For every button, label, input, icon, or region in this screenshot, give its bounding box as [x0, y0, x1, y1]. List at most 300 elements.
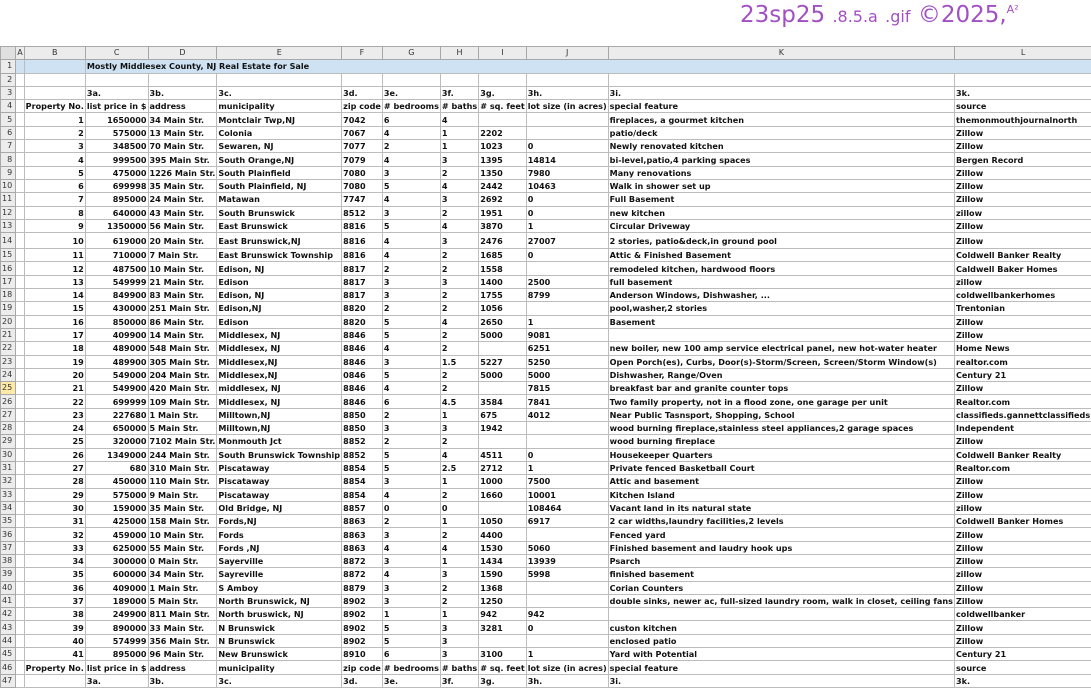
- data-cell[interactable]: Matawan: [217, 193, 342, 206]
- feature-cell[interactable]: wood burning fireplace,stainless steel appliances,2 garage spaces: [608, 422, 954, 435]
- cell-a[interactable]: [16, 528, 24, 541]
- data-cell[interactable]: 3: [382, 528, 440, 541]
- row-header-10[interactable]: 10: [1, 179, 16, 192]
- feature-cell[interactable]: Circular Driveway: [608, 219, 954, 232]
- row-header-38[interactable]: 38: [1, 554, 16, 567]
- data-cell[interactable]: South Orange,NJ: [217, 153, 342, 166]
- data-cell[interactable]: [526, 113, 608, 126]
- property-no-cell[interactable]: 36: [24, 581, 85, 594]
- data-cell[interactable]: 1: [382, 608, 440, 621]
- row-header-27[interactable]: 27: [1, 408, 16, 421]
- row-header-9[interactable]: 9: [1, 166, 16, 179]
- data-cell[interactable]: 548 Main Str.: [148, 342, 217, 355]
- data-cell[interactable]: 1000: [479, 475, 526, 488]
- data-cell[interactable]: classifieds.gannettclassifieds: [955, 409, 1091, 420]
- data-cell[interactable]: 86 Main Str.: [148, 315, 217, 328]
- data-cell[interactable]: 2692: [479, 193, 526, 206]
- data-cell[interactable]: 409900: [85, 328, 148, 341]
- cell-a[interactable]: [16, 342, 24, 355]
- data-cell[interactable]: 3: [382, 206, 440, 219]
- cell[interactable]: [440, 73, 478, 86]
- header-cell[interactable]: list price in $: [86, 101, 147, 112]
- data-cell[interactable]: North Brunswick, NJ: [217, 594, 342, 607]
- column-header-j[interactable]: J: [526, 47, 608, 60]
- data-cell[interactable]: [479, 634, 526, 647]
- column-header-e[interactable]: E: [217, 47, 342, 60]
- data-cell[interactable]: 8879: [342, 581, 383, 594]
- cell-a[interactable]: [16, 233, 24, 249]
- data-cell[interactable]: Colonia: [217, 126, 342, 139]
- feature-cell[interactable]: Newly renovated kitchen: [608, 140, 954, 153]
- data-cell[interactable]: 4012: [526, 408, 608, 421]
- cell-a[interactable]: [16, 368, 24, 381]
- cell[interactable]: [217, 73, 342, 86]
- row-header-13[interactable]: 13: [1, 219, 16, 232]
- data-cell[interactable]: 0: [526, 206, 608, 219]
- code-cell[interactable]: 3a.: [85, 674, 148, 687]
- data-cell[interactable]: 2500: [526, 275, 608, 288]
- cell-a[interactable]: [16, 193, 24, 206]
- header-cell[interactable]: zip code: [343, 662, 381, 673]
- data-cell[interactable]: Coldwell Banker Realty: [954, 249, 1091, 262]
- data-cell[interactable]: 320000: [85, 435, 148, 448]
- data-cell[interactable]: South Plainfield, NJ: [217, 179, 342, 192]
- property-no-cell[interactable]: 38: [24, 608, 85, 621]
- data-cell[interactable]: 425000: [85, 515, 148, 528]
- data-cell[interactable]: 4: [382, 382, 440, 395]
- data-cell[interactable]: Zillow: [954, 193, 1091, 206]
- property-no-cell[interactable]: 8: [24, 206, 85, 219]
- property-no-cell[interactable]: 37: [24, 594, 85, 607]
- column-header-c[interactable]: C: [85, 47, 148, 60]
- cell-a[interactable]: [16, 488, 24, 501]
- cell[interactable]: [479, 73, 526, 86]
- data-cell[interactable]: 8854: [342, 488, 383, 501]
- data-cell[interactable]: 35 Main Str.: [148, 179, 217, 192]
- cell[interactable]: [342, 73, 383, 86]
- feature-cell[interactable]: breakfast bar and granite counter tops: [608, 382, 954, 395]
- column-header-a[interactable]: A: [16, 47, 24, 60]
- row-header-18[interactable]: 18: [1, 289, 16, 302]
- data-cell[interactable]: 8872: [342, 568, 383, 581]
- data-cell[interactable]: Middlesex, NJ: [217, 395, 342, 408]
- row-header-35[interactable]: 35: [1, 515, 16, 528]
- data-cell[interactable]: 2: [440, 488, 478, 501]
- data-cell[interactable]: 83 Main Str.: [148, 289, 217, 302]
- cell[interactable]: [16, 73, 24, 86]
- data-cell[interactable]: 1056: [479, 302, 526, 315]
- data-cell[interactable]: 475000: [85, 166, 148, 179]
- data-cell[interactable]: 489900: [85, 355, 148, 368]
- row-header-20[interactable]: 20: [1, 315, 16, 328]
- property-no-cell[interactable]: 12: [24, 262, 85, 275]
- data-cell[interactable]: 3: [382, 422, 440, 435]
- data-cell[interactable]: 0: [440, 501, 478, 514]
- property-no-cell[interactable]: 34: [24, 554, 85, 567]
- property-no-cell[interactable]: 26: [24, 448, 85, 461]
- data-cell[interactable]: 5: [382, 179, 440, 192]
- property-no-cell[interactable]: 21: [24, 382, 85, 395]
- data-cell[interactable]: 4: [382, 193, 440, 206]
- property-no-cell[interactable]: 11: [24, 249, 85, 262]
- code-cell[interactable]: 3g.: [479, 674, 526, 687]
- data-cell[interactable]: 1942: [479, 422, 526, 435]
- feature-cell[interactable]: Basement: [608, 315, 954, 328]
- cell-a[interactable]: [16, 113, 24, 126]
- data-cell[interactable]: North bruswick, NJ: [217, 608, 342, 621]
- data-cell[interactable]: 0: [526, 621, 608, 634]
- data-cell[interactable]: 8799: [526, 289, 608, 302]
- data-cell[interactable]: Edison, NJ: [217, 262, 342, 275]
- data-cell[interactable]: 5000: [479, 328, 526, 341]
- cell-a[interactable]: [16, 382, 24, 395]
- data-cell[interactable]: 4.5: [440, 395, 478, 408]
- feature-cell[interactable]: Psarch: [608, 554, 954, 567]
- data-cell[interactable]: New Brunswick: [217, 648, 342, 661]
- header-cell[interactable]: Property No.: [25, 662, 84, 673]
- data-cell[interactable]: 2: [440, 594, 478, 607]
- property-no-cell[interactable]: 13: [24, 275, 85, 288]
- data-cell[interactable]: 640000: [85, 206, 148, 219]
- data-cell[interactable]: 6251: [526, 342, 608, 355]
- data-cell[interactable]: 8872: [342, 554, 383, 567]
- data-cell[interactable]: 34 Main Str.: [148, 568, 217, 581]
- data-cell[interactable]: 1: [440, 608, 478, 621]
- data-cell[interactable]: [526, 302, 608, 315]
- data-cell[interactable]: 5: [382, 368, 440, 381]
- data-cell[interactable]: 2650: [479, 315, 526, 328]
- data-cell[interactable]: 487500: [85, 262, 148, 275]
- data-cell[interactable]: 2: [440, 262, 478, 275]
- data-cell[interactable]: 8816: [342, 249, 383, 262]
- data-cell[interactable]: 158 Main Str.: [148, 515, 217, 528]
- data-cell[interactable]: [526, 126, 608, 139]
- data-cell[interactable]: Middlesex, NJ: [217, 342, 342, 355]
- data-cell[interactable]: Realtor.com: [954, 395, 1091, 408]
- code-cell[interactable]: 3f.: [440, 86, 478, 99]
- data-cell[interactable]: 110 Main Str.: [148, 475, 217, 488]
- data-cell[interactable]: zillow: [954, 568, 1091, 581]
- cell-a[interactable]: [16, 395, 24, 408]
- feature-cell[interactable]: Open Porch(es), Curbs, Door(s)-Storm/Screen, Screen/Storm Window(s): [608, 355, 954, 368]
- data-cell[interactable]: Piscataway: [217, 475, 342, 488]
- cell-a[interactable]: [16, 100, 24, 113]
- property-no-cell[interactable]: 9: [24, 219, 85, 232]
- header-cell[interactable]: source: [954, 661, 1091, 674]
- cell[interactable]: [382, 73, 440, 86]
- data-cell[interactable]: 8857: [342, 501, 383, 514]
- data-cell[interactable]: 8846: [342, 355, 383, 368]
- code-cell[interactable]: 3k.: [954, 674, 1091, 687]
- data-cell[interactable]: 24 Main Str.: [148, 193, 217, 206]
- row-header-37[interactable]: 37: [1, 541, 16, 554]
- header-cell[interactable]: # baths: [441, 101, 478, 112]
- data-cell[interactable]: 1558: [479, 262, 526, 275]
- data-cell[interactable]: 5: [382, 219, 440, 232]
- row-header-6[interactable]: 6: [1, 126, 16, 139]
- data-cell[interactable]: Bergen Record: [954, 153, 1091, 166]
- data-cell[interactable]: 3281: [479, 621, 526, 634]
- data-cell[interactable]: 14 Main Str.: [148, 328, 217, 341]
- property-no-cell[interactable]: 14: [24, 289, 85, 302]
- data-cell[interactable]: Zillow: [954, 541, 1091, 554]
- data-cell[interactable]: 8863: [342, 528, 383, 541]
- data-cell[interactable]: 1530: [479, 541, 526, 554]
- data-cell[interactable]: 3: [440, 233, 478, 249]
- data-cell[interactable]: 8850: [342, 408, 383, 421]
- property-no-cell[interactable]: 6: [24, 179, 85, 192]
- code-cell[interactable]: 3h.: [526, 86, 608, 99]
- data-cell[interactable]: zillow: [954, 206, 1091, 219]
- data-cell[interactable]: 8854: [342, 461, 383, 474]
- property-no-cell[interactable]: 32: [24, 528, 85, 541]
- data-cell[interactable]: 942: [479, 608, 526, 621]
- cell-a[interactable]: [16, 86, 24, 99]
- data-cell[interactable]: East Brunswick,NJ: [217, 233, 342, 249]
- data-cell[interactable]: Coldwell Banker Homes: [954, 515, 1091, 528]
- data-cell[interactable]: 395 Main Str.: [148, 153, 217, 166]
- data-cell[interactable]: 625000: [85, 541, 148, 554]
- feature-cell[interactable]: patio/deck: [608, 126, 954, 139]
- data-cell[interactable]: 249900: [85, 608, 148, 621]
- data-cell[interactable]: Edison: [217, 275, 342, 288]
- data-cell[interactable]: 1: [440, 126, 478, 139]
- data-cell[interactable]: 35 Main Str.: [148, 501, 217, 514]
- data-cell[interactable]: 4: [382, 126, 440, 139]
- property-no-cell[interactable]: 40: [24, 634, 85, 647]
- data-cell[interactable]: 549000: [85, 368, 148, 381]
- data-cell[interactable]: 13 Main Str.: [148, 126, 217, 139]
- feature-cell[interactable]: full basement: [608, 275, 954, 288]
- sheet-title[interactable]: Mostly Middlesex County, NJ Real Estate for Sale: [85, 60, 1091, 73]
- row-header-12[interactable]: 12: [1, 206, 16, 219]
- row-header-24[interactable]: 24: [1, 368, 16, 381]
- data-cell[interactable]: 5998: [526, 568, 608, 581]
- data-cell[interactable]: Zillow: [954, 126, 1091, 139]
- data-cell[interactable]: [526, 262, 608, 275]
- data-cell[interactable]: 895000: [85, 648, 148, 661]
- data-cell[interactable]: 942: [526, 608, 608, 621]
- data-cell[interactable]: 6: [382, 395, 440, 408]
- spreadsheet[interactable]: [0, 46, 1091, 690]
- header-cell[interactable]: lot size (in acres): [527, 101, 607, 112]
- row-header-36[interactable]: 36: [1, 528, 16, 541]
- data-cell[interactable]: 108464: [526, 501, 608, 514]
- row-header-16[interactable]: 16: [1, 262, 16, 275]
- column-header-d[interactable]: D: [148, 47, 217, 60]
- data-cell[interactable]: 8863: [342, 541, 383, 554]
- data-cell[interactable]: 450000: [85, 475, 148, 488]
- data-cell[interactable]: 8852: [342, 435, 383, 448]
- header-cell[interactable]: list price in $: [86, 662, 147, 673]
- data-cell[interactable]: 10 Main Str.: [148, 528, 217, 541]
- data-cell[interactable]: Zillow: [954, 315, 1091, 328]
- code-cell[interactable]: 3e.: [382, 674, 440, 687]
- data-cell[interactable]: 5: [382, 328, 440, 341]
- data-cell[interactable]: 305 Main Str.: [148, 355, 217, 368]
- row-header-39[interactable]: 39: [1, 568, 16, 581]
- data-cell[interactable]: 2: [382, 262, 440, 275]
- code-cell[interactable]: 3k.: [954, 86, 1091, 99]
- row-header-44[interactable]: 44: [1, 634, 16, 647]
- property-no-cell[interactable]: 7: [24, 193, 85, 206]
- data-cell[interactable]: 4: [382, 568, 440, 581]
- data-cell[interactable]: 2202: [479, 126, 526, 139]
- cell-a[interactable]: [16, 634, 24, 647]
- feature-cell[interactable]: pool,washer,2 stories: [608, 302, 954, 315]
- code-cell[interactable]: 3c.: [217, 86, 342, 99]
- cell[interactable]: [954, 73, 1091, 86]
- data-cell[interactable]: middlesex, NJ: [217, 382, 342, 395]
- data-cell[interactable]: 459000: [85, 528, 148, 541]
- data-cell[interactable]: Zillow: [954, 219, 1091, 232]
- data-cell[interactable]: 8902: [342, 634, 383, 647]
- data-cell[interactable]: 8910: [342, 648, 383, 661]
- feature-cell[interactable]: Full Basement: [608, 193, 954, 206]
- data-cell[interactable]: 8846: [342, 342, 383, 355]
- data-cell[interactable]: 7 Main Str.: [148, 249, 217, 262]
- data-cell[interactable]: 1 Main Str.: [148, 408, 217, 421]
- data-cell[interactable]: 55 Main Str.: [148, 541, 217, 554]
- data-cell[interactable]: East Brunswick: [217, 219, 342, 232]
- row-header-40[interactable]: 40: [1, 581, 16, 594]
- row-header-7[interactable]: 7: [1, 140, 16, 153]
- data-cell[interactable]: 1395: [479, 153, 526, 166]
- data-cell[interactable]: 8816: [342, 233, 383, 249]
- data-cell[interactable]: 699999: [85, 395, 148, 408]
- property-no-cell[interactable]: 23: [24, 408, 85, 421]
- data-cell[interactable]: 5060: [526, 541, 608, 554]
- data-cell[interactable]: 8854: [342, 475, 383, 488]
- data-cell[interactable]: 2: [440, 435, 478, 448]
- data-cell[interactable]: 8512: [342, 206, 383, 219]
- data-cell[interactable]: 575000: [85, 126, 148, 139]
- data-cell[interactable]: 2: [382, 302, 440, 315]
- data-cell[interactable]: 8846: [342, 395, 383, 408]
- property-no-cell[interactable]: 41: [24, 648, 85, 661]
- code-cell[interactable]: 3c.: [217, 674, 342, 687]
- data-cell[interactable]: 430000: [85, 302, 148, 315]
- property-no-cell[interactable]: 31: [24, 515, 85, 528]
- data-cell[interactable]: Zillow: [954, 328, 1091, 341]
- row-header-42[interactable]: 42: [1, 608, 16, 621]
- data-cell[interactable]: 2: [440, 528, 478, 541]
- data-cell[interactable]: Zillow: [954, 166, 1091, 179]
- data-cell[interactable]: 0: [526, 193, 608, 206]
- data-cell[interactable]: 33 Main Str.: [148, 621, 217, 634]
- row-header-4[interactable]: 4: [1, 100, 16, 113]
- data-cell[interactable]: 27007: [526, 233, 608, 249]
- data-cell[interactable]: 310 Main Str.: [148, 461, 217, 474]
- row-header-30[interactable]: 30: [1, 448, 16, 461]
- data-cell[interactable]: 0: [526, 140, 608, 153]
- data-cell[interactable]: 3: [440, 153, 478, 166]
- data-cell[interactable]: 5 Main Str.: [148, 422, 217, 435]
- feature-cell[interactable]: fireplaces, a gourmet kitchen: [608, 113, 954, 126]
- cell-a[interactable]: [16, 501, 24, 514]
- cell-a[interactable]: [16, 219, 24, 232]
- data-cell[interactable]: coldwellbankerhomes: [954, 289, 1091, 302]
- data-cell[interactable]: 650000: [85, 422, 148, 435]
- data-cell[interactable]: Caldwell Baker Homes: [954, 262, 1091, 275]
- cell-a[interactable]: [16, 608, 24, 621]
- feature-cell[interactable]: new boiler, new 100 amp service electrical panel, new hot-water heater: [608, 342, 954, 355]
- data-cell[interactable]: Zillow: [954, 382, 1091, 395]
- property-no-cell[interactable]: 35: [24, 568, 85, 581]
- data-cell[interactable]: 680: [85, 461, 148, 474]
- data-cell[interactable]: 9 Main Str.: [148, 488, 217, 501]
- code-cell[interactable]: 3i.: [608, 674, 954, 687]
- data-cell[interactable]: 3584: [479, 395, 526, 408]
- data-cell[interactable]: 1226 Main Str.: [149, 167, 216, 178]
- data-cell[interactable]: [526, 581, 608, 594]
- data-cell[interactable]: 5: [382, 461, 440, 474]
- data-cell[interactable]: 3: [440, 275, 478, 288]
- data-cell[interactable]: Milltown,NJ: [217, 422, 342, 435]
- feature-cell[interactable]: Anderson Windows, Dishwasher, ...: [608, 289, 954, 302]
- data-cell[interactable]: 14814: [526, 153, 608, 166]
- data-cell[interactable]: 7067: [342, 126, 383, 139]
- select-all-corner[interactable]: [1, 47, 16, 60]
- data-cell[interactable]: 56 Main Str.: [148, 219, 217, 232]
- data-cell[interactable]: Fords: [217, 528, 342, 541]
- data-cell[interactable]: 489000: [85, 342, 148, 355]
- data-cell[interactable]: 3: [382, 166, 440, 179]
- data-cell[interactable]: 5: [382, 634, 440, 647]
- data-cell[interactable]: 2: [440, 368, 478, 381]
- data-cell[interactable]: Zillow: [954, 554, 1091, 567]
- feature-cell[interactable]: enclosed patio: [608, 634, 954, 647]
- cell-a[interactable]: [16, 674, 24, 687]
- data-cell[interactable]: 7747: [342, 193, 383, 206]
- data-cell[interactable]: 4: [382, 233, 440, 249]
- data-cell[interactable]: 2: [440, 302, 478, 315]
- data-cell[interactable]: 0: [382, 501, 440, 514]
- header-cell[interactable]: municipality: [217, 100, 342, 113]
- data-cell[interactable]: 549900: [85, 382, 148, 395]
- cell[interactable]: [608, 73, 954, 86]
- data-cell[interactable]: 1.5: [440, 355, 478, 368]
- code-cell[interactable]: 3e.: [382, 86, 440, 99]
- data-cell[interactable]: Century 21: [954, 648, 1091, 661]
- row-header-15[interactable]: 15: [1, 249, 16, 262]
- code-cell[interactable]: 3g.: [479, 86, 526, 99]
- data-cell[interactable]: 8846: [342, 382, 383, 395]
- data-cell[interactable]: 4: [440, 315, 478, 328]
- row-header-2[interactable]: 2: [1, 73, 16, 86]
- data-cell[interactable]: Milltown,NJ: [217, 408, 342, 421]
- data-cell[interactable]: 1: [526, 648, 608, 661]
- data-cell[interactable]: 1: [440, 475, 478, 488]
- data-cell[interactable]: 2: [440, 289, 478, 302]
- data-cell[interactable]: [479, 113, 526, 126]
- cell-a[interactable]: [16, 581, 24, 594]
- property-no-cell[interactable]: 1: [24, 113, 85, 126]
- data-cell[interactable]: Zillow: [954, 233, 1091, 249]
- data-cell[interactable]: [526, 435, 608, 448]
- data-cell[interactable]: 2: [440, 581, 478, 594]
- data-cell[interactable]: N Brunswick: [217, 621, 342, 634]
- data-cell[interactable]: Piscataway: [217, 461, 342, 474]
- data-cell[interactable]: 1: [440, 515, 478, 528]
- data-cell[interactable]: [526, 594, 608, 607]
- data-cell[interactable]: Zillow: [954, 435, 1091, 448]
- feature-cell[interactable]: Fenced yard: [608, 528, 954, 541]
- feature-cell[interactable]: custon kitchen: [608, 621, 954, 634]
- data-cell[interactable]: 2442: [479, 179, 526, 192]
- column-header-b[interactable]: B: [24, 47, 85, 60]
- data-cell[interactable]: 811 Main Str.: [148, 608, 217, 621]
